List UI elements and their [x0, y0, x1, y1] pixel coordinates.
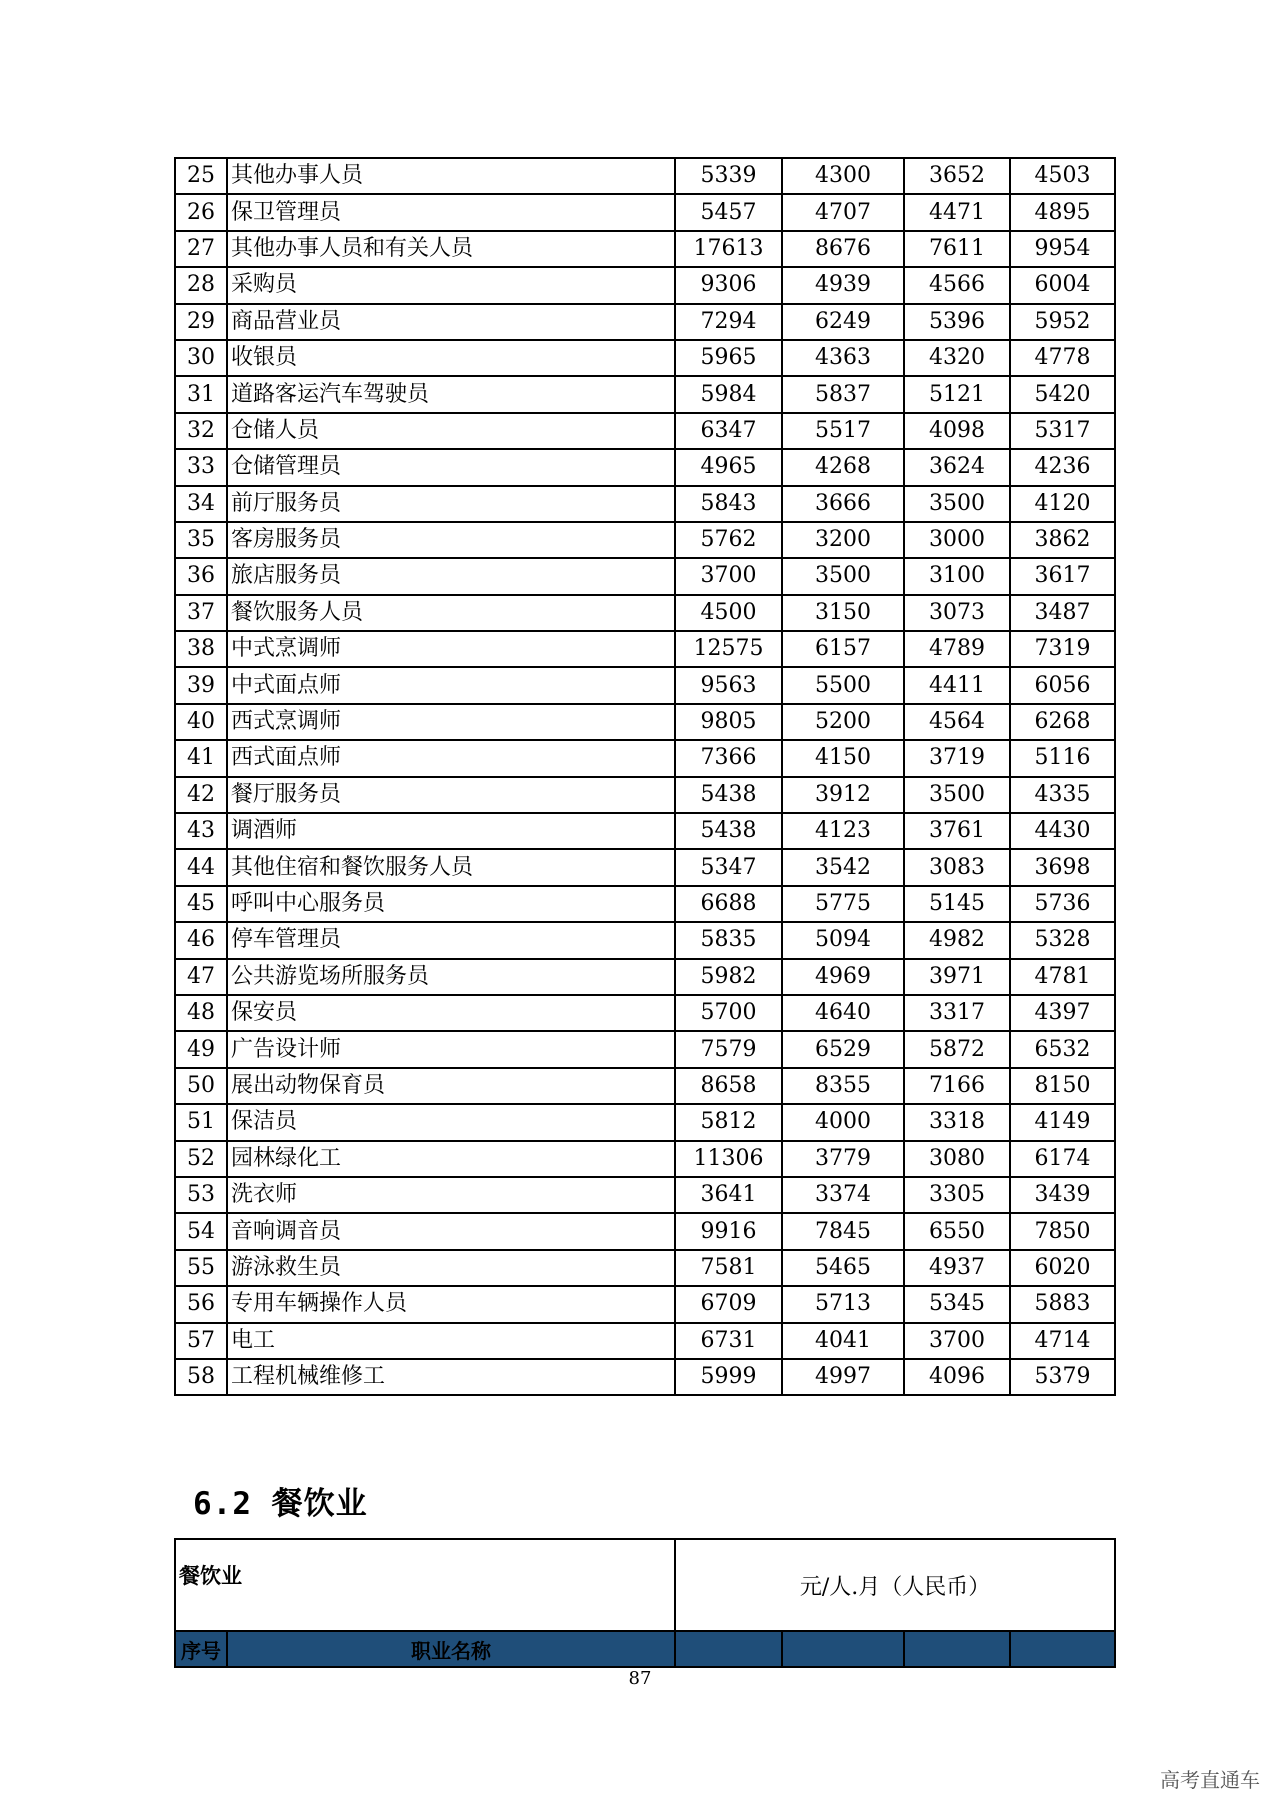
table-row	[175, 922, 1115, 958]
table-row	[175, 1141, 1115, 1177]
salary-value: 12575	[675, 631, 782, 667]
salary-value: 5984	[675, 376, 782, 412]
occupation-name: 西式烹调师	[227, 704, 675, 740]
salary-value: 3542	[782, 849, 904, 885]
row-number: 54	[175, 1213, 227, 1249]
salary-value: 9563	[675, 667, 782, 703]
row-number: 30	[175, 340, 227, 376]
salary-value: 3617	[1010, 558, 1115, 594]
salary-value: 5843	[675, 486, 782, 522]
salary-value: 5872	[904, 1031, 1010, 1067]
table-row	[175, 813, 1115, 849]
occupation-name: 专用车辆操作人员	[227, 1286, 675, 1322]
category-name: 餐饮业	[175, 1539, 675, 1631]
occupation-name: 园林绿化工	[227, 1141, 675, 1177]
salary-value: 6347	[675, 413, 782, 449]
salary-value: 7850	[1010, 1213, 1115, 1249]
salary-value: 5465	[782, 1250, 904, 1286]
salary-value: 11306	[675, 1141, 782, 1177]
salary-value: 3666	[782, 486, 904, 522]
salary-value: 5317	[1010, 413, 1115, 449]
salary-value: 6157	[782, 631, 904, 667]
table-row	[175, 631, 1115, 667]
salary-value: 4640	[782, 995, 904, 1031]
salary-value: 8658	[675, 1068, 782, 1104]
salary-value: 9916	[675, 1213, 782, 1249]
salary-value: 4430	[1010, 813, 1115, 849]
salary-value: 3318	[904, 1104, 1010, 1140]
salary-value: 3200	[782, 522, 904, 558]
occupation-name: 游泳救生员	[227, 1250, 675, 1286]
salary-value: 17613	[675, 231, 782, 267]
column-header-empty	[782, 1631, 904, 1667]
occupation-name: 中式烹调师	[227, 631, 675, 667]
table-row	[175, 1068, 1115, 1104]
salary-value: 4096	[904, 1359, 1010, 1395]
page-number: 87	[628, 1668, 652, 1689]
salary-value: 3150	[782, 595, 904, 631]
table-row	[175, 158, 1115, 194]
salary-value: 6529	[782, 1031, 904, 1067]
salary-value: 3100	[904, 558, 1010, 594]
table-row	[175, 595, 1115, 631]
salary-value: 5345	[904, 1286, 1010, 1322]
salary-value: 5965	[675, 340, 782, 376]
salary-value: 7845	[782, 1213, 904, 1249]
row-number: 44	[175, 849, 227, 885]
salary-value: 4120	[1010, 486, 1115, 522]
row-number: 34	[175, 486, 227, 522]
salary-value: 4714	[1010, 1323, 1115, 1359]
salary-value: 5379	[1010, 1359, 1115, 1395]
salary-value: 8150	[1010, 1068, 1115, 1104]
salary-value: 5812	[675, 1104, 782, 1140]
table-row	[175, 449, 1115, 485]
occupation-name: 西式面点师	[227, 740, 675, 776]
salary-value: 5145	[904, 886, 1010, 922]
salary-value: 3500	[904, 777, 1010, 813]
salary-value: 4937	[904, 1250, 1010, 1286]
row-number: 41	[175, 740, 227, 776]
table-row	[175, 959, 1115, 995]
salary-value: 4895	[1010, 194, 1115, 230]
occupation-name: 其他办事人员和有关人员	[227, 231, 675, 267]
column-header-empty	[675, 1631, 782, 1667]
salary-value: 3862	[1010, 522, 1115, 558]
occupation-name: 停车管理员	[227, 922, 675, 958]
salary-value: 5517	[782, 413, 904, 449]
salary-value: 4778	[1010, 340, 1115, 376]
table-row	[175, 522, 1115, 558]
table-row	[175, 740, 1115, 776]
salary-value: 7581	[675, 1250, 782, 1286]
salary-value: 5328	[1010, 922, 1115, 958]
salary-value: 5420	[1010, 376, 1115, 412]
row-number: 47	[175, 959, 227, 995]
table-row	[175, 995, 1115, 1031]
salary-value: 4150	[782, 740, 904, 776]
occupation-name: 展出动物保育员	[227, 1068, 675, 1104]
salary-value: 4335	[1010, 777, 1115, 813]
occupation-name: 公共游览场所服务员	[227, 959, 675, 995]
salary-value: 5736	[1010, 886, 1115, 922]
salary-value: 7319	[1010, 631, 1115, 667]
occupation-name: 呼叫中心服务员	[227, 886, 675, 922]
salary-value: 9306	[675, 267, 782, 303]
table-row	[175, 1286, 1115, 1322]
row-number: 48	[175, 995, 227, 1031]
salary-value: 3779	[782, 1141, 904, 1177]
occupation-name: 保卫管理员	[227, 194, 675, 230]
occupation-name: 中式面点师	[227, 667, 675, 703]
salary-value: 9805	[675, 704, 782, 740]
table-row	[175, 486, 1115, 522]
table-row	[175, 304, 1115, 340]
salary-value: 3305	[904, 1177, 1010, 1213]
salary-table-body	[175, 158, 1115, 1395]
salary-value: 4707	[782, 194, 904, 230]
salary-value: 7366	[675, 740, 782, 776]
table-row	[175, 1031, 1115, 1067]
salary-value: 3971	[904, 959, 1010, 995]
salary-value: 4236	[1010, 449, 1115, 485]
salary-value: 6249	[782, 304, 904, 340]
salary-value: 5438	[675, 813, 782, 849]
salary-value: 5837	[782, 376, 904, 412]
salary-value: 4471	[904, 194, 1010, 230]
table-row	[175, 413, 1115, 449]
salary-value: 3700	[904, 1323, 1010, 1359]
salary-value: 4411	[904, 667, 1010, 703]
salary-value: 5396	[904, 304, 1010, 340]
salary-value: 6688	[675, 886, 782, 922]
salary-value: 3317	[904, 995, 1010, 1031]
salary-value: 4997	[782, 1359, 904, 1395]
salary-value: 4789	[904, 631, 1010, 667]
salary-value: 4320	[904, 340, 1010, 376]
occupation-name: 餐厅服务员	[227, 777, 675, 813]
salary-value: 3624	[904, 449, 1010, 485]
table-row	[175, 1359, 1115, 1395]
occupation-name: 其他办事人员	[227, 158, 675, 194]
salary-value: 5347	[675, 849, 782, 885]
row-number: 42	[175, 777, 227, 813]
column-header-seq: 序号	[175, 1631, 227, 1667]
table-row	[175, 1104, 1115, 1140]
salary-value: 7294	[675, 304, 782, 340]
salary-value: 8676	[782, 231, 904, 267]
salary-value: 6268	[1010, 704, 1115, 740]
salary-value: 5835	[675, 922, 782, 958]
row-number: 29	[175, 304, 227, 340]
salary-value: 3080	[904, 1141, 1010, 1177]
salary-value: 7166	[904, 1068, 1010, 1104]
salary-value: 3500	[904, 486, 1010, 522]
row-number: 50	[175, 1068, 227, 1104]
row-number: 31	[175, 376, 227, 412]
salary-value: 4397	[1010, 995, 1115, 1031]
salary-value: 3652	[904, 158, 1010, 194]
salary-value: 5762	[675, 522, 782, 558]
salary-value: 5952	[1010, 304, 1115, 340]
column-header-name: 职业名称	[227, 1631, 675, 1667]
salary-value: 4503	[1010, 158, 1115, 194]
salary-value: 7611	[904, 231, 1010, 267]
salary-value: 4268	[782, 449, 904, 485]
salary-value: 3698	[1010, 849, 1115, 885]
salary-value: 5999	[675, 1359, 782, 1395]
section-heading: 6.2 餐饮业	[193, 1486, 368, 1522]
category-table	[174, 1538, 1116, 1668]
salary-value: 4564	[904, 704, 1010, 740]
occupation-name: 收银员	[227, 340, 675, 376]
row-number: 39	[175, 667, 227, 703]
salary-value: 5775	[782, 886, 904, 922]
table-row	[175, 777, 1115, 813]
row-number: 27	[175, 231, 227, 267]
salary-value: 5457	[675, 194, 782, 230]
occupation-name: 工程机械维修工	[227, 1359, 675, 1395]
salary-value: 3761	[904, 813, 1010, 849]
row-number: 53	[175, 1177, 227, 1213]
table-row	[175, 340, 1115, 376]
occupation-name: 仓储人员	[227, 413, 675, 449]
salary-value: 4939	[782, 267, 904, 303]
table-row	[175, 376, 1115, 412]
table-row	[175, 558, 1115, 594]
occupation-name: 音响调音员	[227, 1213, 675, 1249]
salary-value: 6709	[675, 1286, 782, 1322]
salary-value: 4098	[904, 413, 1010, 449]
salary-value: 3641	[675, 1177, 782, 1213]
salary-value: 3700	[675, 558, 782, 594]
occupation-name: 保安员	[227, 995, 675, 1031]
table-row	[175, 1213, 1115, 1249]
row-number: 37	[175, 595, 227, 631]
salary-value: 3000	[904, 522, 1010, 558]
row-number: 32	[175, 413, 227, 449]
salary-value: 3439	[1010, 1177, 1115, 1213]
occupation-name: 其他住宿和餐饮服务人员	[227, 849, 675, 885]
row-number: 43	[175, 813, 227, 849]
occupation-name: 道路客运汽车驾驶员	[227, 376, 675, 412]
table-row	[175, 1177, 1115, 1213]
row-number: 35	[175, 522, 227, 558]
occupation-name: 保洁员	[227, 1104, 675, 1140]
salary-value: 6532	[1010, 1031, 1115, 1067]
occupation-name: 电工	[227, 1323, 675, 1359]
salary-value: 5200	[782, 704, 904, 740]
salary-value: 4965	[675, 449, 782, 485]
salary-value: 4982	[904, 922, 1010, 958]
table-row	[175, 849, 1115, 885]
occupation-name: 商品营业员	[227, 304, 675, 340]
table-row	[175, 194, 1115, 230]
table-row	[175, 667, 1115, 703]
row-number: 28	[175, 267, 227, 303]
row-number: 33	[175, 449, 227, 485]
salary-value: 4123	[782, 813, 904, 849]
salary-value: 3374	[782, 1177, 904, 1213]
occupation-name: 旅店服务员	[227, 558, 675, 594]
salary-value: 3073	[904, 595, 1010, 631]
table-row	[175, 231, 1115, 267]
occupation-name: 调酒师	[227, 813, 675, 849]
salary-value: 4041	[782, 1323, 904, 1359]
salary-value: 9954	[1010, 231, 1115, 267]
occupation-name: 仓储管理员	[227, 449, 675, 485]
salary-value: 5700	[675, 995, 782, 1031]
row-number: 52	[175, 1141, 227, 1177]
salary-value: 5500	[782, 667, 904, 703]
row-number: 58	[175, 1359, 227, 1395]
salary-value: 8355	[782, 1068, 904, 1104]
salary-value: 3912	[782, 777, 904, 813]
salary-value: 4781	[1010, 959, 1115, 995]
salary-value: 5094	[782, 922, 904, 958]
occupation-name: 采购员	[227, 267, 675, 303]
row-number: 51	[175, 1104, 227, 1140]
category-row	[175, 1539, 1115, 1631]
salary-value: 5116	[1010, 740, 1115, 776]
salary-value: 4300	[782, 158, 904, 194]
header-row	[175, 1631, 1115, 1667]
salary-value: 5438	[675, 777, 782, 813]
salary-value: 4566	[904, 267, 1010, 303]
table-row	[175, 886, 1115, 922]
row-number: 57	[175, 1323, 227, 1359]
row-number: 38	[175, 631, 227, 667]
salary-value: 4969	[782, 959, 904, 995]
occupation-name: 前厅服务员	[227, 486, 675, 522]
row-number: 40	[175, 704, 227, 740]
salary-value: 5339	[675, 158, 782, 194]
salary-value: 6731	[675, 1323, 782, 1359]
salary-value: 5713	[782, 1286, 904, 1322]
salary-value: 4149	[1010, 1104, 1115, 1140]
row-number: 45	[175, 886, 227, 922]
salary-value: 3719	[904, 740, 1010, 776]
row-number: 55	[175, 1250, 227, 1286]
row-number: 36	[175, 558, 227, 594]
occupation-name: 客房服务员	[227, 522, 675, 558]
table-row	[175, 267, 1115, 303]
salary-value: 7579	[675, 1031, 782, 1067]
salary-value: 6056	[1010, 667, 1115, 703]
occupation-name: 餐饮服务人员	[227, 595, 675, 631]
salary-table	[174, 157, 1116, 1396]
salary-value: 4500	[675, 595, 782, 631]
column-header-empty	[904, 1631, 1010, 1667]
column-header-empty	[1010, 1631, 1115, 1667]
salary-value: 6550	[904, 1213, 1010, 1249]
row-number: 56	[175, 1286, 227, 1322]
salary-value: 5982	[675, 959, 782, 995]
salary-value: 4000	[782, 1104, 904, 1140]
salary-value: 5121	[904, 376, 1010, 412]
salary-value: 3500	[782, 558, 904, 594]
table-row	[175, 704, 1115, 740]
row-number: 46	[175, 922, 227, 958]
occupation-name: 广告设计师	[227, 1031, 675, 1067]
table-row	[175, 1323, 1115, 1359]
salary-value: 3487	[1010, 595, 1115, 631]
table-row	[175, 1250, 1115, 1286]
occupation-name: 洗衣师	[227, 1177, 675, 1213]
salary-value: 4363	[782, 340, 904, 376]
salary-value: 6174	[1010, 1141, 1115, 1177]
salary-value: 6020	[1010, 1250, 1115, 1286]
salary-value: 3083	[904, 849, 1010, 885]
row-number: 26	[175, 194, 227, 230]
row-number: 49	[175, 1031, 227, 1067]
salary-value: 5883	[1010, 1286, 1115, 1322]
watermark: 高考直通车	[1160, 1768, 1260, 1792]
salary-value: 6004	[1010, 267, 1115, 303]
row-number: 25	[175, 158, 227, 194]
unit-label: 元/人.月（人民币）	[675, 1539, 1115, 1631]
